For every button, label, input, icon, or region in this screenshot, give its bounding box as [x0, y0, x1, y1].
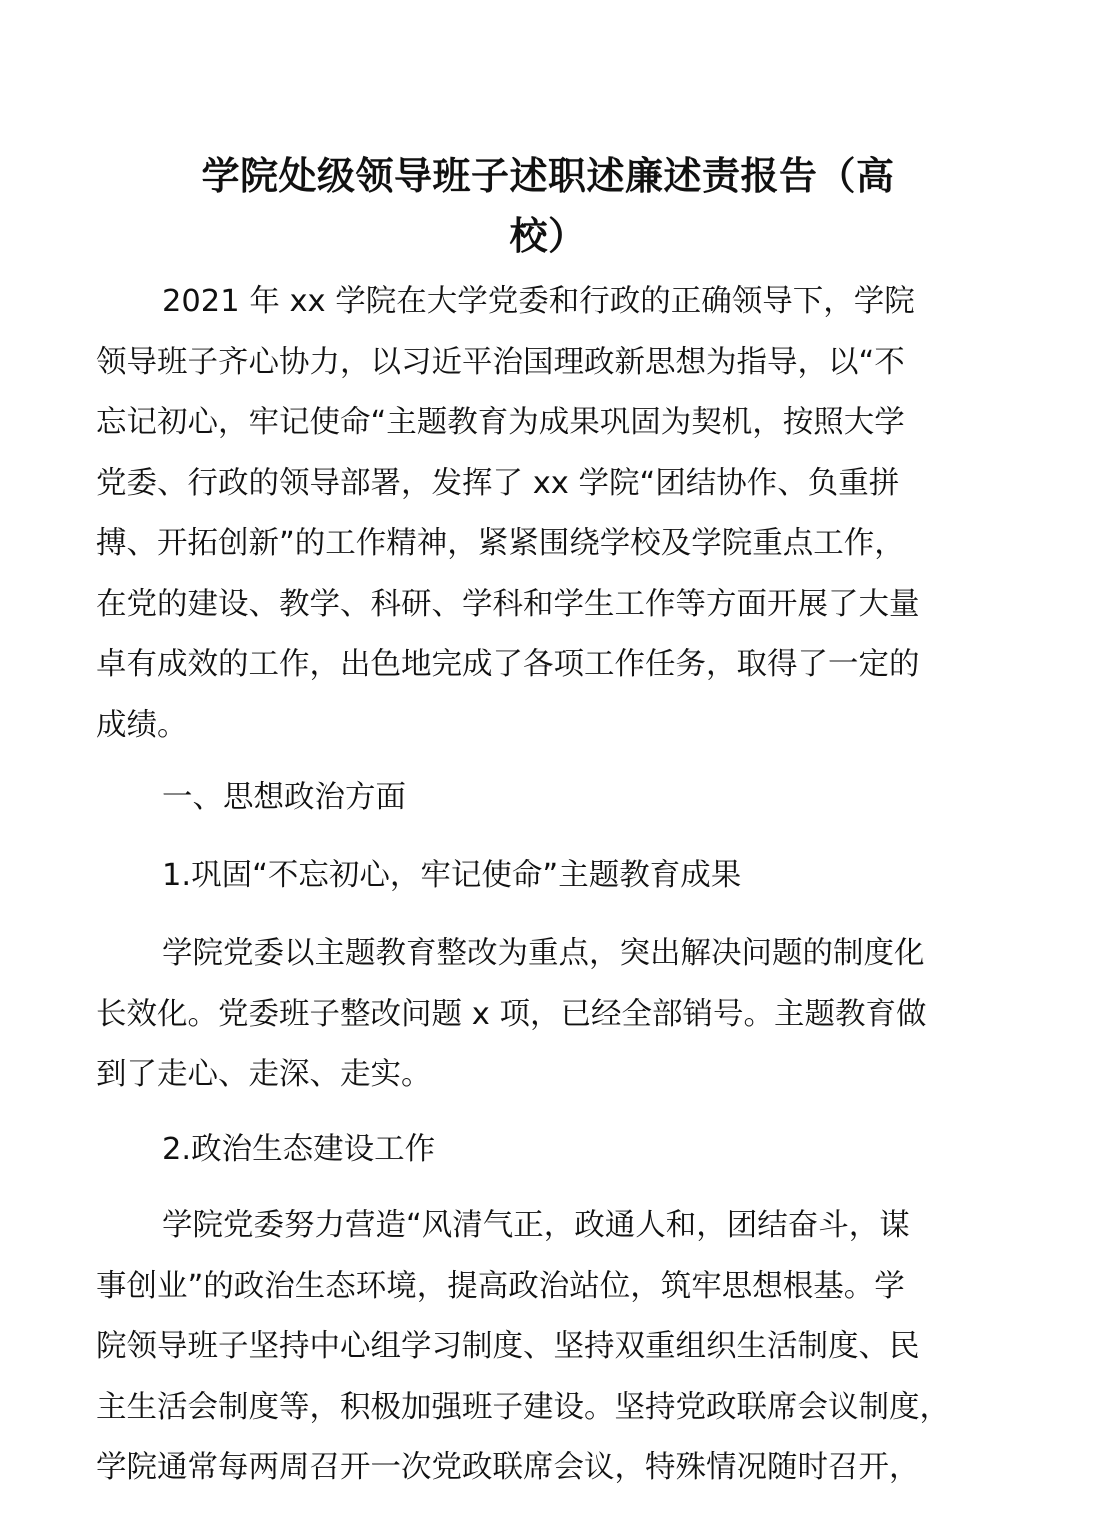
paragraph-line: 到了走心、走深、走实。	[96, 1057, 432, 1092]
paragraph-line: 成绩。	[96, 707, 188, 743]
title-line-1: 学院处级领导班子述职述廉述责报告（高	[201, 154, 895, 198]
paragraph-line: 事创业”的政治生态环境，提高政治站位，筑牢思想根基。学	[96, 1268, 905, 1304]
paragraph-political-ecology	[96, 1196, 1000, 1499]
paragraph-line: 学院党委以主题教育整改为重点，突出解决问题的制度化	[162, 936, 925, 971]
paragraph-line: 卓有成效的工作，出色地完成了各项工作任务，取得了一定的	[96, 647, 920, 682]
title-line-2: 校）	[509, 214, 587, 258]
paragraph-line: 院领导班子坚持中心组学习制度、坚持双重组织生活制度、民	[96, 1329, 920, 1364]
paragraph-line: 搏、开拓创新”的工作精神，紧紧围绕学校及学院重点工作，	[96, 526, 905, 561]
paragraph-line: 领导班子齐心协力，以习近平治国理政新思想为指导，以“不	[96, 344, 905, 380]
paragraph-line: 学院通常每两周召开一次党政联席会议，特殊情况随时召开，	[96, 1450, 920, 1485]
paragraph-line: 党委、行政的领导部署，发挥了 xx 学院“团结协作、负重拼	[96, 465, 900, 501]
paragraph-line: 长效化。党委班子整改问题 x 项，已经全部销号。主题教育做	[96, 996, 927, 1032]
section-heading-1: 一、思想政治方面	[162, 780, 406, 815]
paragraph-line: 2021 年 xx 学院在大学党委和行政的正确领导下，学院	[162, 284, 915, 319]
paragraph-line: 忘记初心，牢记使命“主题教育为成果巩固为契机，按照大学	[96, 405, 905, 440]
paragraph-intro	[96, 272, 1000, 756]
paragraph-line: 在党的建设、教学、科研、学科和学生工作等方面开展了大量	[96, 586, 920, 622]
subsection-heading-2: 2.政治生态建设工作	[162, 1132, 436, 1167]
subsection-heading-1: 1.巩固“不忘初心，牢记使命”主题教育成果	[162, 858, 742, 893]
paragraph-line: 学院党委努力营造“风清气正，政通人和，团结奋斗，谋	[162, 1208, 910, 1243]
document-title	[96, 146, 1000, 266]
paragraph-theme-education	[96, 924, 1000, 1106]
paragraph-line: 主生活会制度等，积极加强班子建设。坚持党政联席会议制度，	[96, 1389, 950, 1425]
